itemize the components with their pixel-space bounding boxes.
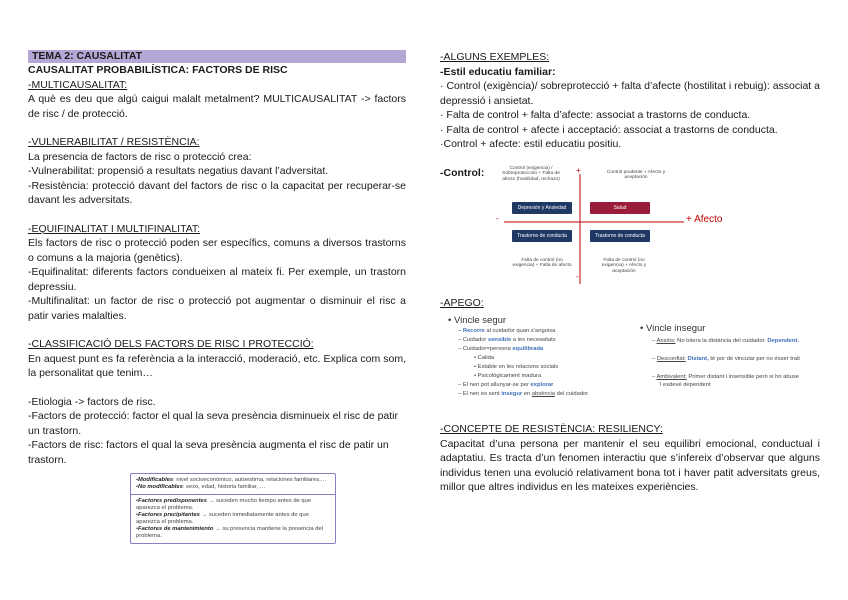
etio-line: -Factors de risc: factors el qual la seva presència augmenta el risc de patir un trastorn. <box>28 439 389 466</box>
pred-text: → suceden mucho tiempo antes de que aparezca el problema. <box>136 498 312 511</box>
box-depresion: Depresión y Ansiedad <box>512 202 572 214</box>
insegur-item: – Ambivalent: Primer distant i insensible però si ho abuse <box>652 374 799 380</box>
segur-item: – El nen es sent insegur en absència del cuidador <box>458 391 589 397</box>
afecto-label: + Afecto <box>686 213 723 225</box>
prec-label: Factores precipitantes <box>138 512 200 518</box>
etio-line: -Factors de protecció: factor el qual la seva presència disminueix el risc de patir un trastorn. <box>28 410 399 437</box>
class-heading: -CLASSIFICACIÓ DELS FACTORS DE RISC I PROTECCIÓ: <box>28 338 314 350</box>
estil-line: · Falta de control + falta d’afecte: associat a trastorns de conducta. <box>440 109 751 121</box>
factors-box-section-1: •Modificables: nivel socioeconómico, autoestima, relaciones familiares,… •No modificables: sexo, edad, historia familiar, … <box>136 477 327 490</box>
mod-text: : nivel socioeconómico, autoestima, relaciones familiares,… <box>173 477 327 483</box>
multi-heading: -MULTICAUSALITAT: <box>28 78 128 91</box>
control-diagram <box>494 166 774 296</box>
insegur-item: – Desconfiat: Distant, té por de vincular per no ésser trait <box>652 356 800 362</box>
vuln-heading: -VULNERABILITAT / RESISTÈNCIA: <box>28 136 200 148</box>
prec-text: → suceden inmediatamente antes de que aparezca el problema. <box>136 512 309 525</box>
equi-line: Els factors de risc o protecció poden ser específics, comuns a diversos trastorns o comuns a la majoria (genètics). <box>28 237 406 264</box>
nomod-label: No modificables <box>138 484 183 490</box>
segur-item: – Cuidador sensible a les necessitats <box>458 337 556 343</box>
vincle-segur-title: • Vincle segur <box>448 315 507 326</box>
insegur-item-cont: l esdevé dependent <box>660 382 711 388</box>
segur-subitem: • Estable en les relacions socials <box>474 364 559 370</box>
control-section <box>440 166 820 296</box>
minus-left: - <box>496 213 499 223</box>
factors-box-section-2: •Factores predisponentes → suceden mucho tiempo antes de que aparezca el problema. •Factores precipitantes → suceden inmediatamente antes de que aparezca el problema. •Factores de mantenimiento → su presencia mantiene la presencia del problema. <box>131 494 335 543</box>
estil-line: · Control (exigència)/ sobreprotecció + falta d’afecte (hostilitat i rebuig): associat a depressió i ansietat. <box>440 80 820 107</box>
estil-line: · Falta de control + afecte i acceptació: associat a trastorns de conducta. <box>440 123 778 136</box>
apego-section <box>440 310 820 422</box>
subtitle: CAUSALITAT PROBABILÍSTICA: FACTORS DE RISC <box>28 64 288 76</box>
vuln-line: La presencia de factors de risc o protecció crea: <box>28 150 252 163</box>
box-trastorno-2: Trastorno de conducta <box>590 230 650 242</box>
pred-label: Factores predisponentes <box>138 498 207 504</box>
equi-line: -Equifinalitat: diferents factors condueixen al mateix fi. Per exemple, un trastorn depressiu. <box>28 266 406 293</box>
nomod-text: : sexo, edad, historia familiar, … <box>182 484 266 490</box>
mant-label: Factores de mantenimiento <box>138 526 214 532</box>
estil-line: ·Control + afecte: estil educatiu positiu. <box>440 138 622 150</box>
minus-bottom: - <box>576 271 579 281</box>
vuln-line: -Vulnerabilitat: propensió a resultats negatius davant l’adversitat. <box>28 165 329 177</box>
resiliency-heading: -CONCEPTE DE RESISTÈNCIA: RESILIENCY: <box>440 423 663 435</box>
segur-subitem: • Calida <box>474 355 495 361</box>
segur-item: – Recorre al cuidador quan s’angoixa <box>458 328 556 334</box>
equi-line: -Multifinalitat: un factor de risc o protecció pot augmentar o disminuir el risc a patir varies malalties. <box>28 295 406 322</box>
box-salud: Salud <box>590 202 650 214</box>
mod-label: Modificables <box>138 477 174 483</box>
multi-text: A què es deu que algú caigui malalt metalment? MULTICAUSALITAT -> factors de risc / de protecció. <box>28 93 406 120</box>
vincle-insegur-title: • Vincle insegur <box>640 323 706 334</box>
diagram-bottom-left: Falta de control (no exigencia) + Falta de afecto <box>512 257 572 268</box>
estil-heading: -Estil educatiu familiar: <box>440 65 556 78</box>
plus-top: + <box>576 165 581 175</box>
class-text: En aquest punt es fa referència a la interacció, moderació, etc. Explica com som, la personalitat que tenim… <box>28 352 406 379</box>
diagram-bottom-right: Falta de control (no exigencia) + Afecto y aceptación <box>601 257 647 274</box>
equi-heading: -EQUIFINALITAT I MULTIFINALITAT: <box>28 222 201 235</box>
factors-box <box>130 473 336 544</box>
left-column <box>28 50 406 544</box>
etio-line: -Etiologia -> factors de risc. <box>28 395 156 408</box>
segur-item: – Cuidador=persona equilibrada <box>458 346 544 352</box>
insegur-item: – Ansiós: No tolera la distància del cuidador. Dependent. <box>652 338 799 344</box>
diagram-top-left: Control (exigencia) / Sobreprotección + Falta de afecto (hostilidad, rechazo) <box>502 165 560 182</box>
tema-title: TEMA 2: CAUSALITAT <box>28 50 406 63</box>
mant-text: → su presencia mantiene la presencia del problema. <box>136 526 323 539</box>
segur-item: – El nen pot allunyar-se per explorar <box>458 382 554 388</box>
segur-subitem: • Psicològicament madura <box>474 373 542 379</box>
apego-heading: -APEGO: <box>440 296 484 309</box>
resiliency-text: Capacitat d’una persona per mantenir el seu equilibri emocional, conductual i adaptatiu. Es tracta d’un fenomen interactiu que s’infereix d’observar que alguns individus tenen una evolució relativament bona tot i haver patit adversitats greus, millor que altres individus en les mateixes experiències. <box>440 437 820 493</box>
right-column <box>440 50 820 495</box>
control-label: -Control: <box>440 166 485 179</box>
box-trastorno-1: Trastorno de conducta <box>512 230 572 242</box>
diagram-top-right: Control prudente + Afecto y aceptación <box>606 169 666 180</box>
vuln-line: -Resistència: protecció davant del factors de risc o la capacitat per recuperar-se davant les adversitats. <box>28 179 406 206</box>
examples-heading: -ALGUNS EXEMPLES: <box>440 51 550 63</box>
